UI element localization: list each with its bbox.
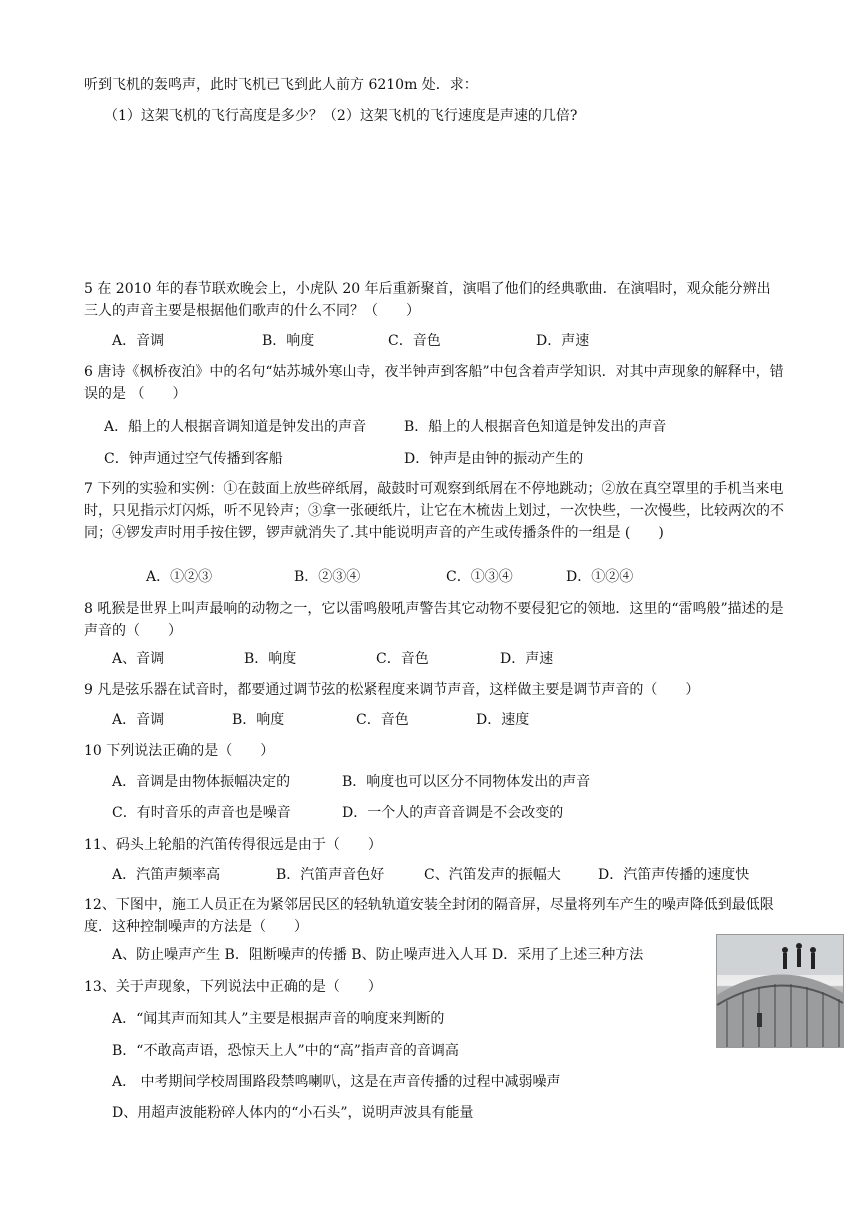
- q11-option-a: A．汽笛声频率高: [112, 867, 221, 883]
- q7-option-b: B．②③④: [294, 569, 361, 585]
- q8-option-d: D．声速: [500, 651, 554, 667]
- q7-option-d: D．①②④: [566, 569, 634, 585]
- q5-option-b: B．响度: [262, 333, 315, 349]
- question-11-stem: 11、码头上轮船的汽笛传得很远是由于（ ）: [84, 837, 382, 853]
- question-8-stem: 8 吼猴是世界上叫声最响的动物之一，它以雷鸣般吼声警告其它动物不要侵犯它的领地．这里的“雷鸣般”描述的是声音的（ ）: [84, 601, 784, 639]
- question-6-stem: 6 唐诗《枫桥夜泊》中的名句“姑苏城外寒山寺，夜半钟声到客船”中包含着声学知识．对其中声现象的解释中，错误的是 （ ）: [84, 364, 784, 402]
- q8-option-b: B．响度: [244, 651, 297, 667]
- q10-option-d: D．一个人的声音音调是不会改变的: [342, 805, 564, 821]
- q11-option-b: B．汽笛声音色好: [276, 867, 385, 883]
- q10-option-c: C．有时音乐的声音也是噪音: [112, 805, 291, 821]
- question-12-stem: 12、下图中，施工人员正在为紧邻居民区的轻轨轨道安装全封闭的隔音屏，尽量将列车产生的噪声降低到最低限度．这种控制噪声的方法是（ ）: [84, 897, 774, 935]
- q8-option-a: A、音调: [112, 651, 165, 667]
- question-13-stem: 13、关于声现象，下列说法中正确的是（ ）: [84, 979, 382, 995]
- q6-option-a: A．船上的人根据音调知道是钟发出的声音: [104, 419, 367, 435]
- q9-option-d: D．速度: [476, 712, 530, 728]
- question-5-stem: 5 在 2010 年的春节联欢晚会上，小虎队 20 年后重新聚首，演唱了他们的经典歌曲．在演唱时，观众能分辨出三人的声音主要是根据他们歌声的什么不同？（ ）: [84, 281, 771, 319]
- q13-option-b: B．“不敢高声语，恐惊天上人”中的“高”指声音的音调高: [112, 1043, 459, 1059]
- q10-option-b: B．响度也可以区分不同物体发出的声音: [342, 774, 591, 790]
- q7-option-a: A．①②③: [146, 569, 213, 585]
- intro-line-2: （1）这架飞机的飞行高度是多少？（2）这架飞机的飞行速度是声速的几倍?: [104, 108, 578, 124]
- q11-option-c: C、汽笛发声的振幅大: [424, 867, 561, 883]
- q12-options: A、防止噪声产生 B．阻断噪声的传播 B、防止噪声进入人耳 D．采用了上述三种方法: [112, 947, 644, 963]
- question-10-stem: 10 下列说法正确的是（ ）: [84, 743, 275, 759]
- q13-option-a: A．“闻其声而知其人”主要是根据声音的响度来判断的: [112, 1011, 445, 1027]
- q6-option-b: B．船上的人根据音色知道是钟发出的声音: [404, 419, 667, 435]
- q5-option-a: A．音调: [112, 333, 165, 349]
- q5-option-c: C．音色: [388, 333, 441, 349]
- q7-option-c: C．①③④: [446, 569, 513, 585]
- question-7-stem: 7 下列的实验和实例：①在鼓面上放些碎纸屑，敲鼓时可观察到纸屑在不停地跳动；②放在真空罩里的手机当来电时，只见指示灯闪烁，听不见铃声；③拿一张硬纸片，让它在木梳齿上划过，一次快些，一次慢些，比较两次的不同；④锣发声时用手按住锣，锣声就消失了.其中能说明声音的产生或传播条件的一组是 ( ): [84, 481, 784, 541]
- q8-option-c: C．音色: [376, 651, 429, 667]
- q9-option-c: C．音色: [356, 712, 409, 728]
- q9-option-b: B．响度: [232, 712, 285, 728]
- q10-option-a: A．音调是由物体振幅决定的: [112, 774, 291, 790]
- q11-option-d: D．汽笛声传播的速度快: [598, 867, 750, 883]
- q5-option-d: D．声速: [536, 333, 590, 349]
- q13-option-c: A． 中考期间学校周围路段禁鸣喇叭，这是在声音传播的过程中减弱噪声: [112, 1074, 561, 1090]
- intro-line-1: 听到飞机的轰鸣声，此时飞机已飞到此人前方 6210m 处．求：: [84, 77, 478, 93]
- q6-option-d: D．钟声是由钟的振动产生的: [404, 451, 584, 467]
- q6-option-c: C．钟声通过空气传播到客船: [104, 451, 283, 467]
- question-9-stem: 9 凡是弦乐器在试音时，都要通过调节弦的松紧程度来调节声音，这样做主要是调节声音的（ ）: [84, 682, 700, 698]
- q13-option-d: D、用超声波能粉碎人体内的“小石头”，说明声波具有能量: [112, 1105, 474, 1121]
- q9-option-a: A．音调: [112, 712, 165, 728]
